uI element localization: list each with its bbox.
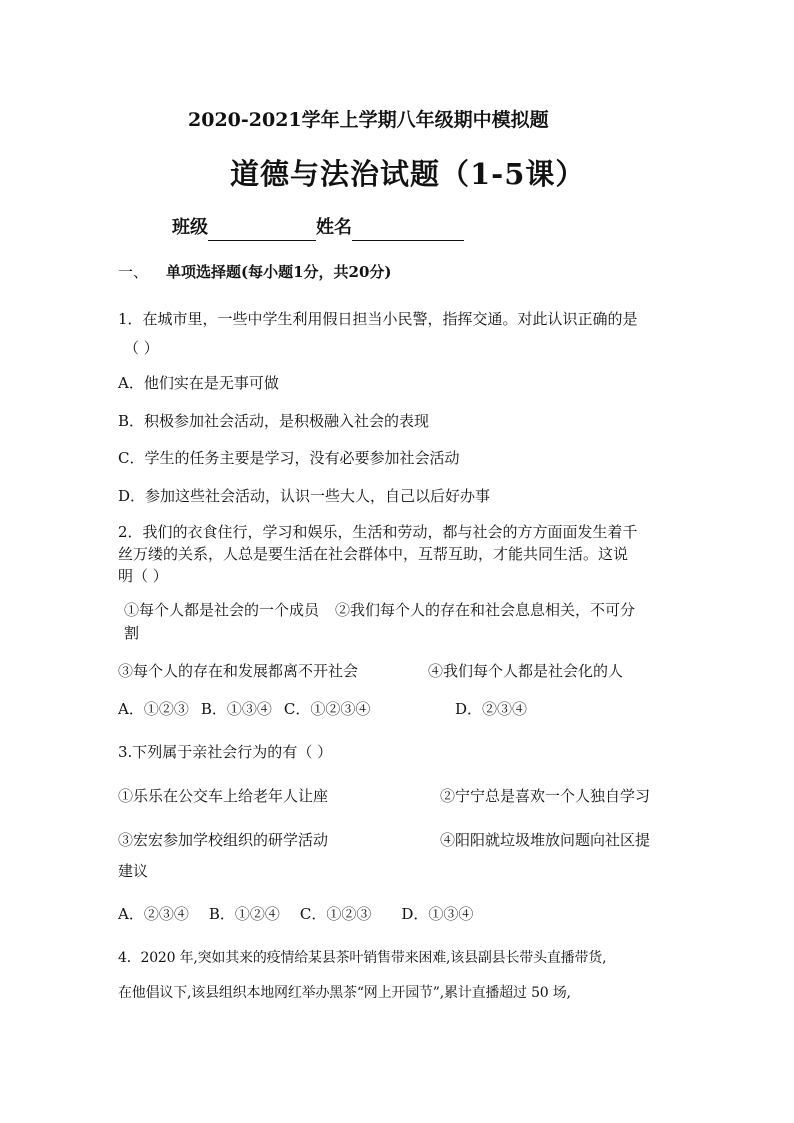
q2-options-row — [118, 699, 370, 719]
q2-option-d: D．②③④ — [455, 700, 528, 718]
q1-paren: （ ） — [124, 339, 159, 357]
q3-option-d: D．①③④ — [401, 905, 474, 923]
q2-statement-2: ②我们每个人的存在和社会息息相关，不可分 — [335, 601, 636, 619]
class-blank[interactable] — [208, 220, 316, 241]
q1-option-c: C．学生的任务主要是学习，没有必要参加社会活动 — [118, 449, 460, 467]
q3-options-row — [118, 904, 473, 924]
q2-option-c: C．①②③④ — [283, 700, 371, 718]
section-number: 一、 — [118, 263, 149, 281]
q3-statement-3: ③宏宏参加学校组织的研学活动 — [118, 831, 329, 849]
exam-title: 道德与法治试题（1-5课） — [230, 157, 586, 191]
q3-option-c: C．①②③ — [299, 905, 372, 923]
q3-statement-4: ④阳阳就垃圾堆放问题向社区提 — [440, 831, 651, 849]
q3-option-a: A．②③④ — [118, 905, 189, 923]
q1-option-a: A．他们实在是无事可做 — [118, 374, 279, 392]
q4-stem-line2: 在他倡议下,该县组织本地网红举办黑茶“网上开园节”,累计直播超过 50 场, — [118, 985, 571, 1001]
q2-statement-1: ①每个人都是社会的一个成员 — [124, 601, 320, 619]
q2-stem-line2: 丝万缕的关系，人总是要生活在社会群体中，互帮互助，才能共同生活。这说 — [118, 545, 629, 563]
q2-stem-line3: 明（ ） — [118, 567, 168, 585]
q4-stem-line1: 4．2020 年,突如其来的疫情给某县茶叶销售带来困难,该县副县长带头直播带货, — [118, 950, 607, 966]
q2-statements-row1 — [124, 600, 635, 620]
q2-option-b: B．①③④ — [200, 700, 272, 718]
q3-statement-2: ②宁宁总是喜欢一个人独自学习 — [440, 787, 651, 805]
student-info-row — [172, 215, 464, 241]
class-label: 班级 — [172, 217, 208, 238]
section-title: 单项选择题(每小题1分，共20分) — [166, 263, 392, 281]
q3-statement-1: ①乐乐在公交车上给老年人让座 — [118, 787, 329, 805]
exam-subtitle: 2020-2021学年上学期八年级期中模拟题 — [188, 109, 549, 131]
q1-option-b: B．积极参加社会活动，是积极融入社会的表现 — [118, 412, 430, 430]
q2-stem-line1: 2．我们的衣食住行，学习和娱乐，生活和劳动，都与社会的方方面面发生着千 — [118, 523, 638, 541]
q1-stem: 1．在城市里，一些中学生利用假日担当小民警，指挥交通。对此认识正确的是 — [118, 310, 638, 328]
q2-statement-3: ③每个人的存在和发展都离不开社会 — [118, 662, 359, 680]
section-heading — [118, 262, 392, 282]
q3-stem: 3.下列属于亲社会行为的有（ ） — [118, 743, 333, 761]
q2-statement-2-cont: 割 — [124, 624, 140, 642]
name-label: 姓名 — [316, 217, 352, 238]
q3-statement-4-cont: 建议 — [118, 862, 149, 880]
q2-option-a: A．①②③ — [118, 700, 189, 718]
q2-statement-4: ④我们每个人都是社会化的人 — [428, 662, 624, 680]
name-blank[interactable] — [352, 220, 464, 241]
q3-option-b: B．①②④ — [208, 905, 280, 923]
q1-option-d: D．参加这些社会活动，认识一些大人，自己以后好办事 — [118, 487, 491, 505]
